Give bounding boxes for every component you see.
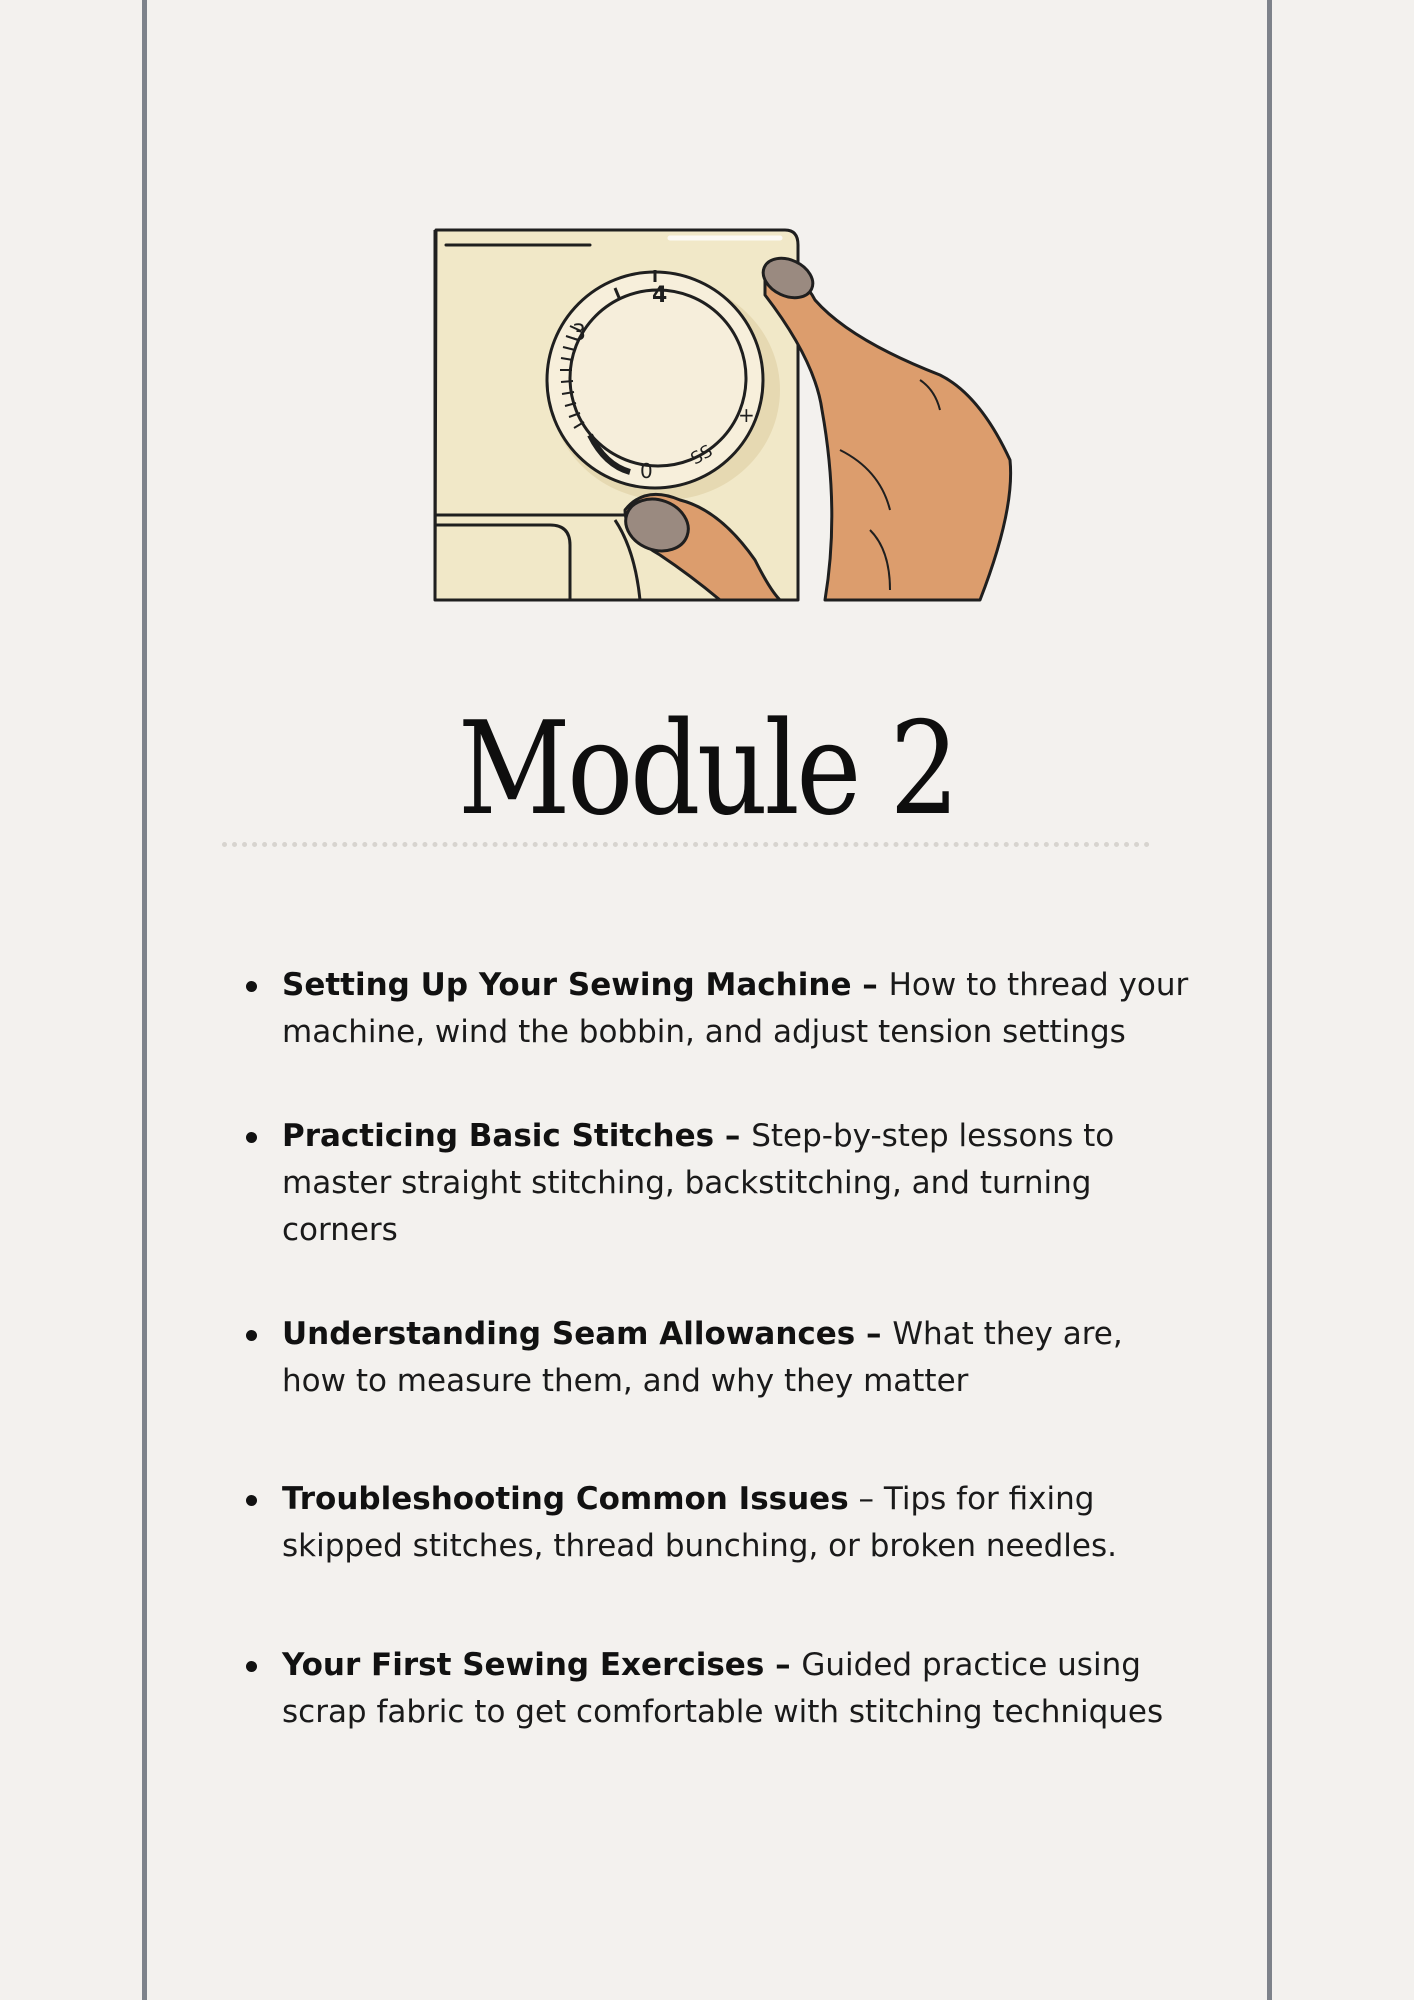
list-item xyxy=(240,1311,1190,1405)
bullet-icon xyxy=(246,1661,257,1672)
topic-separator: – xyxy=(855,1316,893,1352)
topic-heading: Understanding Seam Allowances xyxy=(282,1316,856,1352)
topic-description: What they are, how to measure them, and why they matter xyxy=(282,1316,1123,1399)
right-border-rule xyxy=(1267,0,1272,2000)
list-item xyxy=(240,1113,1190,1254)
svg-text:+: + xyxy=(738,403,755,427)
svg-text:0: 0 xyxy=(640,459,653,483)
topic-description: How to thread your machine, wind the bobbin, and adjust tension settings xyxy=(282,967,1189,1050)
topic-separator: – xyxy=(764,1647,802,1683)
topic-separator: – xyxy=(848,1481,884,1517)
topic-description: Guided practice using scrap fabric to get comfortable with stitching techniques xyxy=(282,1647,1164,1730)
topic-separator: – xyxy=(714,1118,752,1154)
title-divider xyxy=(222,842,1150,847)
topic-heading: Setting Up Your Sewing Machine xyxy=(282,967,852,1003)
svg-text:SS: SS xyxy=(687,441,717,470)
topic-description: Tips for fixing skipped stitches, thread bunching, or broken needles. xyxy=(282,1481,1118,1564)
svg-text:4: 4 xyxy=(652,283,668,308)
left-border-rule xyxy=(142,0,147,2000)
sewing-machine-tension-dial-icon xyxy=(420,210,1020,610)
page-title: Module 2 xyxy=(457,695,957,844)
list-item xyxy=(240,1476,1190,1570)
topic-heading: Troubleshooting Common Issues xyxy=(282,1481,849,1517)
topic-heading: Practicing Basic Stitches xyxy=(282,1118,715,1154)
bullet-icon xyxy=(246,1495,257,1506)
list-item xyxy=(240,1642,1190,1736)
topic-heading: Your First Sewing Exercises xyxy=(282,1647,765,1683)
list-item xyxy=(240,962,1190,1056)
bullet-icon xyxy=(246,981,257,992)
bullet-icon xyxy=(246,1132,257,1143)
svg-text:3: 3 xyxy=(572,321,586,346)
topic-description: Step-by-step lessons to master straight stitching, backstitching, and turning corners xyxy=(282,1118,1115,1248)
bullet-icon xyxy=(246,1330,257,1341)
topic-separator: – xyxy=(851,967,889,1003)
